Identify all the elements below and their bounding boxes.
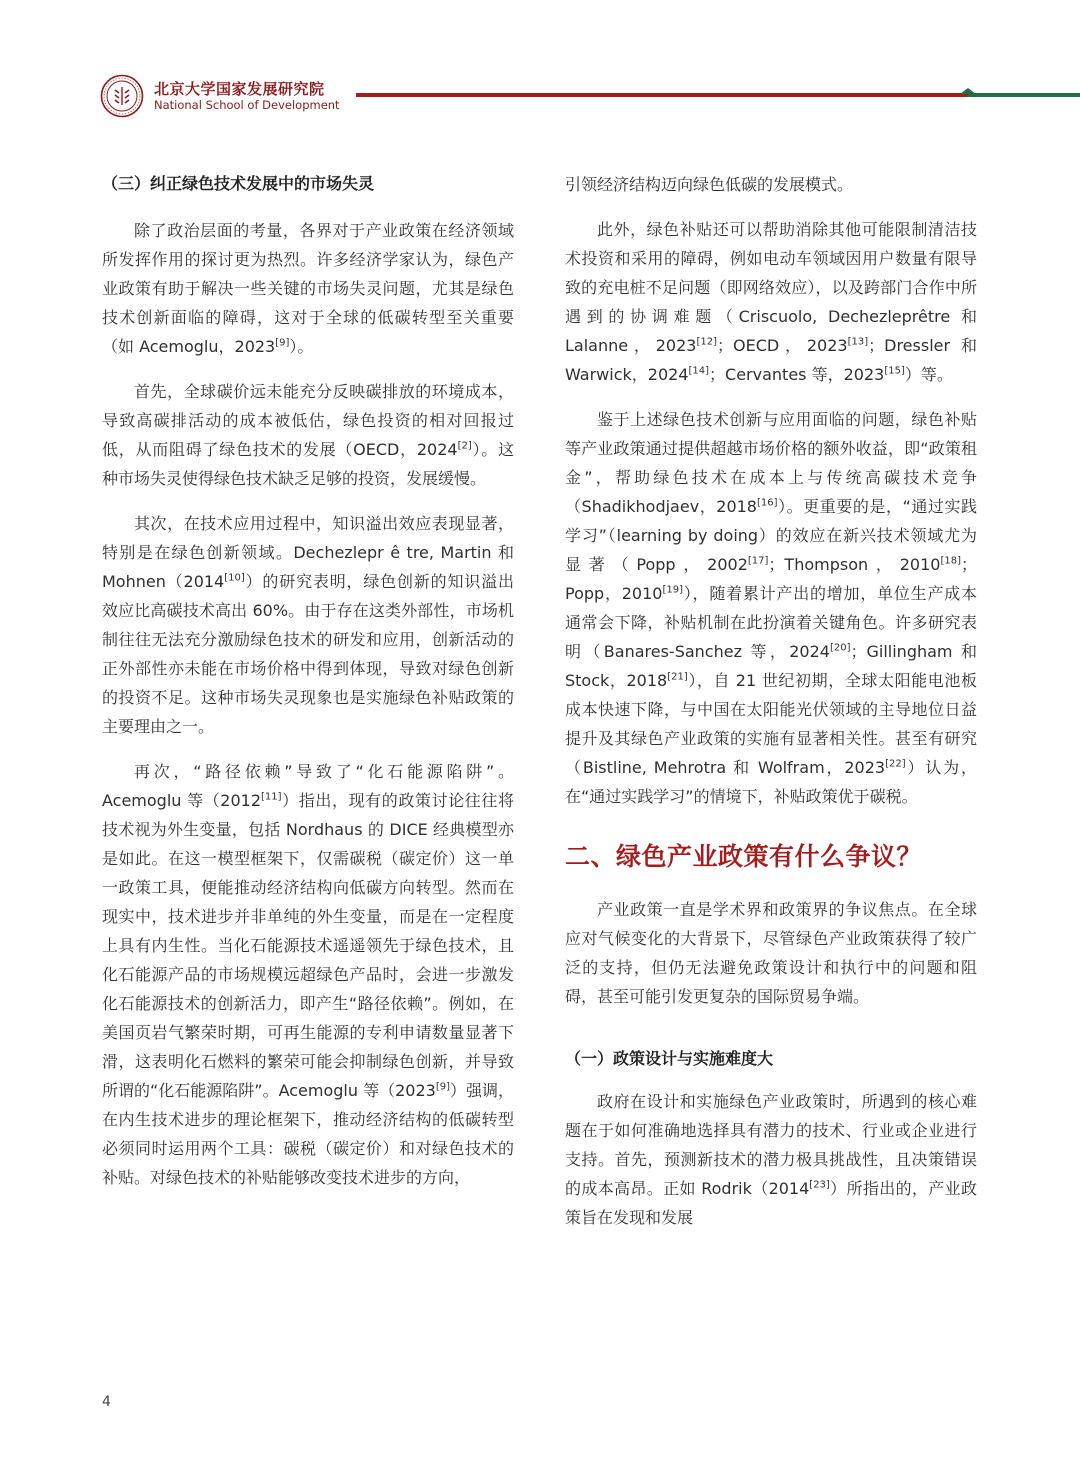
citation-ref: [13]: [847, 336, 869, 348]
section-heading-controversy: 二、绿色产业政策有什么争议？: [565, 842, 923, 871]
paragraph-continued: 引领经济结构迈向绿色低碳的发展模式。: [565, 175, 854, 194]
citation-ref: [15]: [884, 365, 905, 377]
citation-ref: [9]: [435, 1081, 450, 1093]
paragraph: 鉴于上述绿色技术创新与应用面临的问题，绿色补贴等产业政策通过提供超越市场价格的额外收益，即“政策租金”，帮助绿色技术在成本上与传统高碳技术竞争（Shadikhodjaev，2018[16]）。更重要的是，“通过实践学习”（learning by doing）的效应在新兴技术领域尤为显著（Popp，2002[17]；Thompson，2010[18]；Popp，2010[19]），随着累计产出的增加，单位生产成本通常会下降，补贴机制在此扮演着关键角色。许多研究表明（Banares-Sanchez 等，2024[20]；Gillingham 和 Stock，2018[21]），自 21 世纪初期，全球太阳能电池板成本快速下降，与中国在太阳能光伏领域的主导地位日益提升及其绿色产业政策的实施有显著相关性。甚至有研究（Bistline, Mehrotra 和 Wolfram，2023[22]）认为，在“通过实践学习”的情境下，补贴政策优于碳税。: [565, 410, 977, 806]
citation-ref: [22]: [885, 758, 906, 770]
citation-ref: [9]: [275, 337, 290, 349]
paragraph: 政府在设计和实施绿色产业政策时，所遇到的核心难题在于如何准确地选择具有潜力的技术、行业或企业进行支持。首先，预测新技术的潜力极具挑战性，且决策错误的成本高昂。正如 Rodrik（2014[23]）所指出的，产业政策旨在发现和发展: [565, 1092, 977, 1227]
sub-heading-policy-design: （一）政策设计与实施难度大: [565, 1049, 774, 1068]
right-column: [565, 170, 977, 1232]
citation-ref: [20]: [829, 642, 851, 654]
citation-ref: [21]: [667, 671, 688, 683]
left-column: [102, 168, 514, 1192]
citation-ref: [17]: [747, 555, 769, 567]
institution-name-en: National School of Development: [154, 98, 340, 112]
citation-ref: [2]: [457, 440, 472, 452]
paragraph: 此外，绿色补贴还可以帮助消除其他可能限制清洁技术投资和采用的障碍，例如电动车领域因用户数量有限导致的充电桩不足问题（即网络效应），以及跨部门合作中所遇到的协调难题（Criscuolo, Dechezleprêtre 和 Lalanne，2023[12]；OECD，2023[13]；Dressler 和 Warwick，2024[14]；Cervantes 等，2023[15]）等。: [565, 220, 977, 384]
institution-name-cn: 北京大学国家发展研究院: [154, 80, 325, 98]
citation-ref: [11]: [261, 791, 282, 803]
paragraph: 首先，全球碳价远未能充分反映碳排放的环境成本，导致高碳排活动的成本被低估，绿色投资的相对回报过低，从而阻碍了绿色技术的发展（OECD，2024[2]）。这种市场失灵使得绿色技术缺乏足够的投资，发展缓慢。: [102, 382, 514, 488]
citation-ref: [19]: [662, 584, 683, 596]
pku-seal-logo-icon: [100, 74, 144, 118]
paragraph: 再次，“路径依赖”导致了“化石能源陷阱”。Acemoglu 等（2012[11]）指出，现有的政策讨论往往将技术视为外生变量，包括 Nordhaus 的 DICE 经典模型亦是如此。在这一模型框架下，仅需碳税（碳定价）这一单一政策工具，便能推动经济结构向低碳方向转型。然而在现实中，技术进步并非单纯的外生变量，而是在一定程度上具有内生性。当化石能源技术遥遥领先于绿色技术，且化石能源产品的市场规模远超绿色产品时，会进一步激发化石能源技术的创新活力，即产生“路径依赖”。例如，在美国页岩气繁荣时期，可再生能源的专利申请数量显著下滑，这表明化石燃料的繁荣可能会抑制绿色创新，并导致所谓的“化石能源陷阱”。Acemoglu 等（2023[9]）强调，在内生技术进步的理论框架下，推动经济结构的低碳转型必须同时运用两个工具：碳税（碳定价）和对绿色技术的补贴。对绿色技术的补贴能够改变技术进步的方向，: [102, 762, 514, 1187]
citation-ref: [23]: [809, 1179, 830, 1191]
paragraph: 产业政策一直是学术界和政策界的争议焦点。在全球应对气候变化的大背景下，尽管绿色产业政策获得了较广泛的支持，但仍无法避免政策设计和执行中的问题和阻碍，甚至可能引发更复杂的国际贸易争端。: [565, 900, 977, 1006]
page-number: 4: [102, 1394, 111, 1410]
citation-ref: [16]: [757, 497, 778, 509]
sub-heading-market-failure: （三）纠正绿色技术发展中的市场失灵: [102, 174, 375, 193]
citation-ref: [14]: [688, 365, 710, 377]
paragraph: 其次，在技术应用过程中，知识溢出效应表现显著，特别是在绿色创新领域。Dechezlepr ê tre, Martin 和 Mohnen（2014[10]）的研究表明，绿色创新的知识溢出效应比高碳技术高出 60%。由于存在这类外部性，市场机制往往无法充分激励绿色技术的研发和应用，创新活动的正外部性亦未能在市场价格中得到体现，导致对绿色创新的投资不足。这种市场失灵现象也是实施绿色补贴政策的主要理由之一。: [102, 514, 514, 736]
citation-ref: [18]: [940, 555, 961, 567]
page-header: [0, 0, 1080, 130]
paragraph: 除了政治层面的考量，各界对于产业政策在经济领域所发挥作用的探讨更为热烈。许多经济学家认为，绿色产业政策有助于解决一些关键的市场失灵问题，尤其是绿色技术创新面临的障碍，这对于全球的低碳转型至关重要（如 Acemoglu，2023[9]）。: [102, 221, 514, 356]
header-rule-red: [356, 93, 968, 97]
citation-ref: [12]: [696, 336, 718, 348]
citation-ref: [10]: [224, 572, 245, 584]
header-rule-green: [968, 93, 1080, 97]
